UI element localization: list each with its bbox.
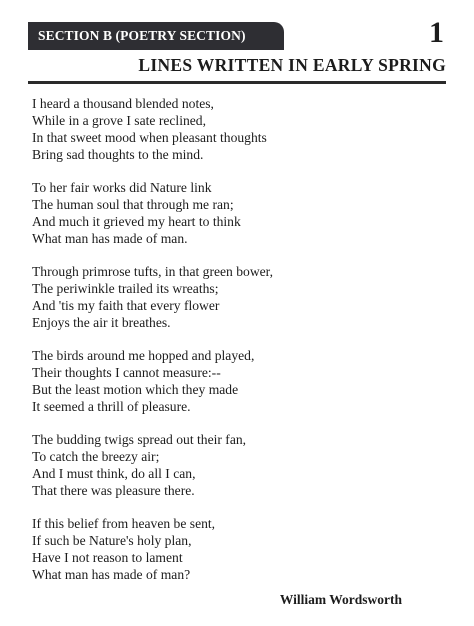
poem-line: The human soul that through me ran; [32, 197, 234, 212]
poem-line: Through primrose tufts, in that green bower, [32, 264, 274, 279]
chapter-number: 1 [429, 16, 444, 49]
poem-body [32, 95, 442, 599]
poem-line: To her fair works did Nature link [32, 180, 212, 195]
poem-line: And 'tis my faith that every flower [32, 298, 220, 313]
section-label: SECTION B (POETRY SECTION) [38, 28, 246, 43]
poem-line: The periwinkle trailed its wreaths; [32, 281, 219, 296]
poem-line: While in a grove I sate reclined, [32, 113, 206, 128]
poem-line: What man has made of man. [32, 231, 188, 246]
stanza-1 [32, 95, 442, 163]
poem-line: The birds around me hopped and played, [32, 348, 255, 363]
poem-line: I heard a thousand blended notes, [32, 96, 214, 111]
stanza-5 [32, 431, 442, 499]
title-divider [28, 81, 446, 84]
poem-title: LINES WRITTEN IN EARLY SPRING [138, 55, 446, 75]
poem-author: William Wordsworth [279, 592, 402, 607]
poem-line: If this belief from heaven be sent, [32, 516, 216, 531]
poem-line: To catch the breezy air; [32, 449, 160, 464]
poem-line: The budding twigs spread out their fan, [32, 432, 247, 447]
section-banner [28, 22, 284, 50]
poem-line: That there was pleasure there. [32, 483, 195, 498]
poem-line: Have I not reason to lament [32, 550, 183, 565]
stanza-4 [32, 347, 442, 415]
stanza-3 [32, 263, 442, 331]
poem-line: Bring sad thoughts to the mind. [32, 147, 204, 162]
poem-line: Enjoys the air it breathes. [32, 315, 171, 330]
poem-line: It seemed a thrill of pleasure. [32, 399, 191, 414]
poem-line: But the least motion which they made [32, 382, 239, 397]
poem-line: And much it grieved my heart to think [32, 214, 241, 229]
poem-line: In that sweet mood when pleasant thoughts [32, 130, 267, 145]
poem-line: Their thoughts I cannot measure:-- [32, 365, 221, 380]
poem-line: If such be Nature's holy plan, [32, 533, 192, 548]
poem-line: And I must think, do all I can, [32, 466, 196, 481]
stanza-2 [32, 179, 442, 247]
poem-line: What man has made of man? [32, 567, 191, 582]
stanza-6 [32, 515, 442, 583]
